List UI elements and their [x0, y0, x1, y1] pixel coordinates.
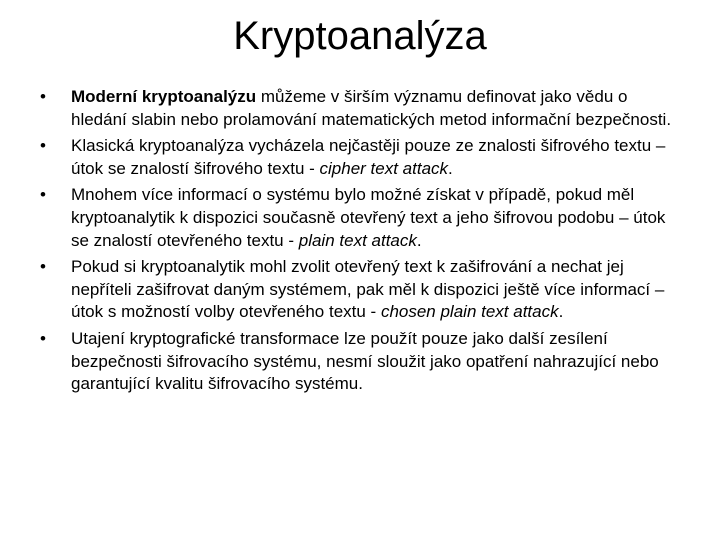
bullet-list — [40, 86, 680, 400]
bullet-bold-text: Moderní kryptoanalýzu — [71, 87, 257, 106]
bullet-end-text: . — [416, 230, 422, 250]
bullet-icon: • — [40, 328, 46, 348]
bullet-item-3 — [40, 184, 680, 252]
bullet-italic-text: cipher text attack — [319, 158, 449, 178]
bullet-end-text: . — [558, 302, 564, 322]
bullet-text: Utajení kryptografické transformace lze použít pouze jako další zesílení bezpečnosti šifrovacího systému, nesmí sloužit jako opatření nahrazující nebo garantující kvalitu šifrovacího systému. — [71, 328, 659, 394]
bullet-text: Pokud si kryptoanalytik mohl zvolit otevřený text k zašifrování a nechat jej nepříteli zašifrovat daným systémem, pak měl k dispozici ještě více informací – útok s možností volby otevřeného textu - — [71, 257, 665, 322]
bullet-item-4 — [40, 256, 680, 324]
bullet-text: můžeme v širším významu definovat jako vědu o hledání slabin nebo prolamování matematických metod informační bezpečnosti. — [71, 87, 672, 129]
bullet-icon: • — [40, 185, 46, 205]
bullet-item-5 — [40, 328, 680, 396]
slide-title: Kryptoanalýza — [233, 14, 487, 58]
bullet-end-text: . — [448, 158, 453, 178]
bullet-italic-text: plain text attack — [298, 230, 417, 250]
bullet-text: Klasická kryptoanalýza vycházela nejčastěji pouze ze znalosti šifrového textu – útok se znalostí šifrového textu - — [71, 136, 666, 178]
bullet-item-1 — [40, 86, 680, 131]
bullet-item-2 — [40, 135, 680, 180]
bullet-icon: • — [40, 136, 46, 156]
bullet-italic-text: chosen plain text attack — [380, 302, 559, 322]
bullet-icon: • — [40, 87, 46, 106]
bullet-text: Mnohem více informací o systému bylo možné získat v případě, pokud měl kryptoanalytik k dispozici současně otevřený text a jeho šifrovou podobu – útok se znalostí otevřeného textu - — [71, 185, 666, 250]
bullet-icon: • — [40, 257, 46, 277]
